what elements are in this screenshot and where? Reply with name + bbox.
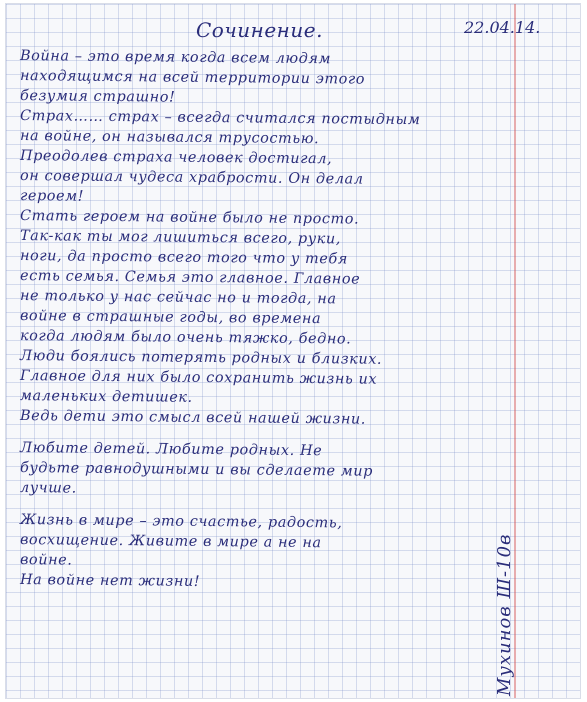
essay-line: ноги, да просто всего того что у тебя: [19, 248, 348, 268]
essay-line: Ведь дети это смысл всей нашей жизни.: [19, 408, 367, 428]
essay-line: на войне, он назывался трусостью.: [19, 128, 320, 148]
essay-line: Главное для них было сохранить жизнь их: [19, 368, 378, 388]
essay-line: Так-как ты мог лишиться всего, руки,: [19, 228, 342, 248]
essay-line: На войне нет жизни!: [19, 572, 201, 590]
essay-line: находящимся на всей территории этого: [19, 68, 366, 88]
essay-title: Сочинение.: [196, 18, 323, 42]
essay-date: 22.04.14.: [464, 18, 541, 37]
essay-line: войне.: [19, 552, 73, 569]
notebook-page: [6, 4, 580, 698]
essay-line: Стать героем на войне было не просто.: [19, 208, 360, 228]
essay-line: будьте равнодушными и вы сделаете мир: [19, 460, 374, 480]
essay-line: Люди боялись потерять родных и близких.: [19, 348, 383, 368]
essay-line: маленьких детишек.: [19, 388, 193, 406]
essay-line: не только у нас сейчас но и тогда, на: [19, 288, 337, 308]
essay-line: когда людям было очень тяжко, бедно.: [19, 328, 352, 348]
essay-line: Любите детей. Любите родных. Не: [19, 440, 323, 460]
essay-line: он совершал чудеса храбрости. Он делал: [19, 168, 364, 188]
essay-line: Преодолев страха человек достигал,: [19, 148, 333, 168]
essay-body: [20, 46, 510, 590]
author-signature: Мухинов Ш-10в: [494, 533, 515, 696]
essay-line: Война – это время когда всем людям: [19, 48, 332, 68]
essay-line: Страх…… страх – всегда считался постыдным: [19, 108, 421, 129]
essay-line: лучше.: [19, 480, 77, 497]
essay-line: войне в страшные годы, во времена: [19, 308, 322, 328]
essay-line: есть семья. Семья это главное. Главное: [19, 268, 361, 288]
essay-line: безумия страшно!: [19, 88, 176, 106]
essay-line: героем!: [19, 188, 85, 205]
essay-line: восхищение. Живите в мире а не на: [19, 532, 322, 552]
essay-line: Жизнь в мире – это счастье, радость,: [19, 512, 343, 532]
